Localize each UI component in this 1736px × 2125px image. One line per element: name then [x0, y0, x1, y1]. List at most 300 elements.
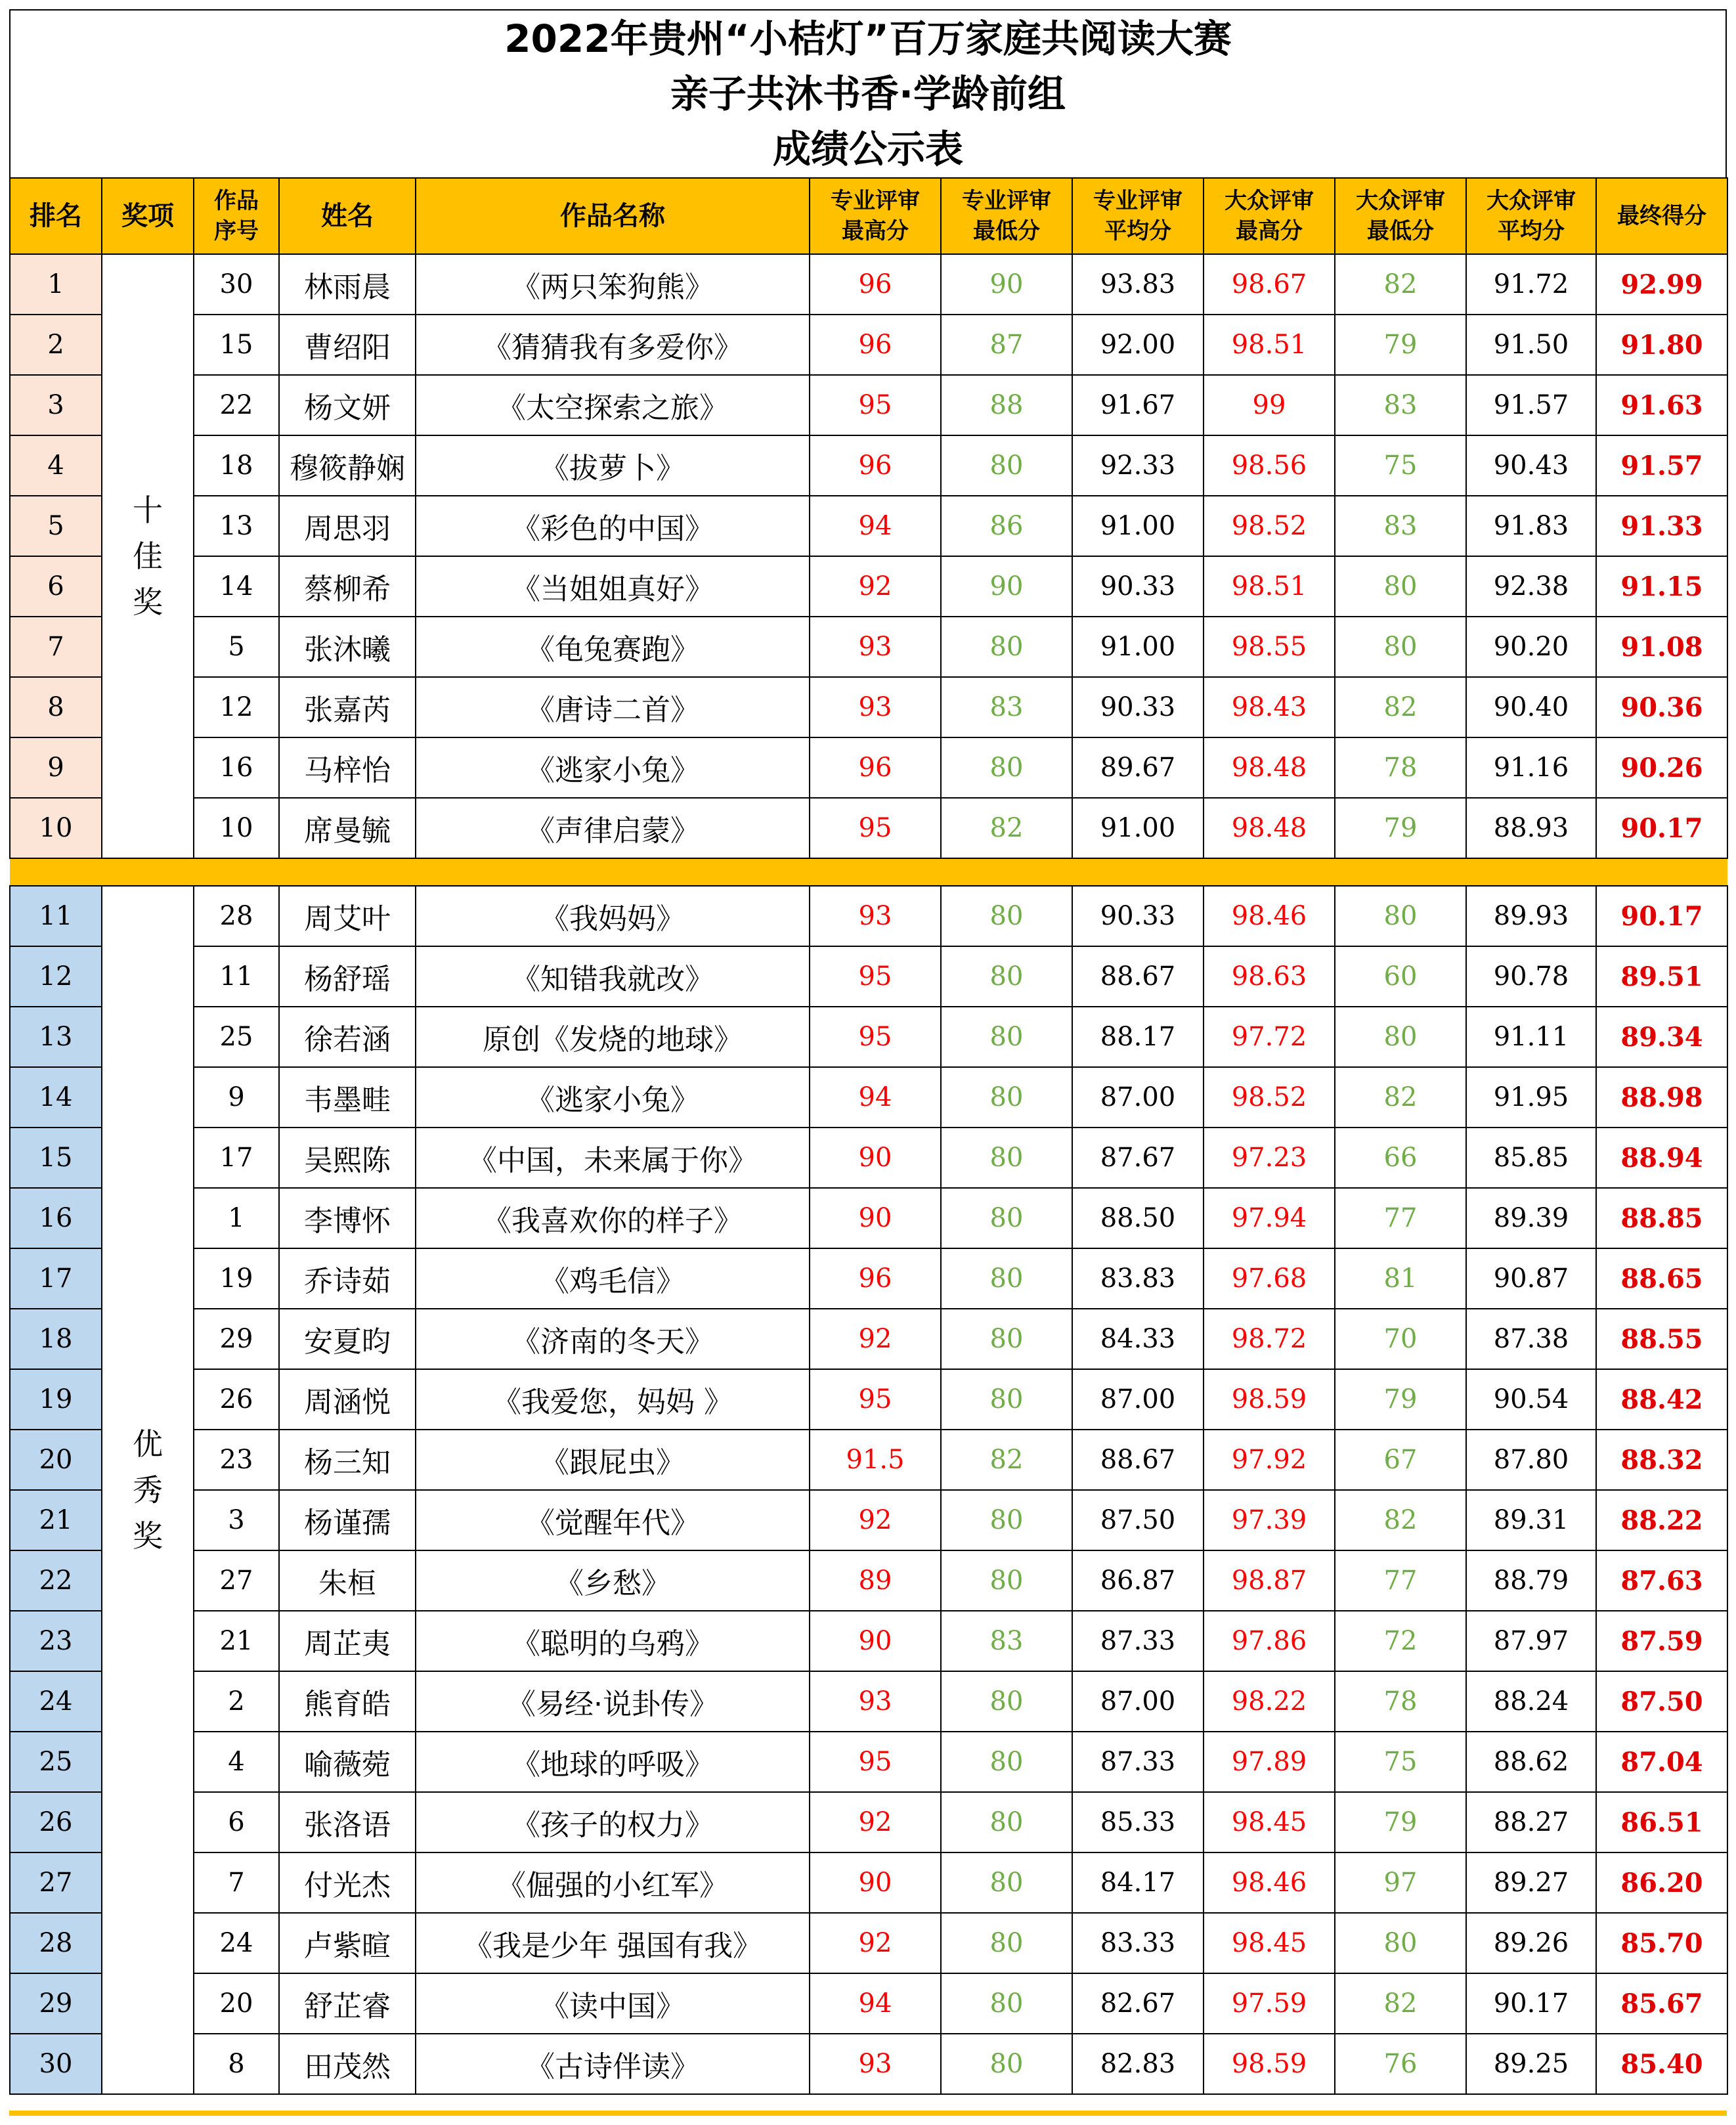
name-cell: 林雨晨	[279, 254, 416, 315]
table-row	[10, 315, 1727, 375]
pro-avg-cell: 91.00	[1072, 798, 1204, 858]
pub-min-cell: 77	[1335, 1550, 1466, 1611]
pub-min-cell: 79	[1335, 1369, 1466, 1430]
rank-cell: 10	[10, 798, 102, 858]
rank-cell: 16	[10, 1188, 102, 1248]
pro-max-cell: 95	[810, 375, 941, 435]
rank-cell: 14	[10, 1067, 102, 1128]
name-cell: 蔡柳希	[279, 556, 416, 617]
pub-min-cell: 80	[1335, 617, 1466, 677]
pub-min-cell: 66	[1335, 1128, 1466, 1188]
pub-min-cell: 80	[1335, 556, 1466, 617]
pro-avg-cell: 84.17	[1072, 1852, 1204, 1913]
rank-cell: 2	[10, 315, 102, 375]
pro-max-cell: 95	[810, 1369, 941, 1430]
pub-min-cell: 78	[1335, 737, 1466, 798]
final-score-cell: 90.17	[1596, 886, 1727, 946]
name-cell: 安夏昀	[279, 1309, 416, 1369]
pub-min-cell: 97	[1335, 1852, 1466, 1913]
score-sheet	[9, 9, 1727, 2116]
rank-cell: 24	[10, 1671, 102, 1732]
rank-cell: 26	[10, 1792, 102, 1852]
pro-min-cell: 80	[941, 1007, 1072, 1067]
name-cell: 周涵悦	[279, 1369, 416, 1430]
pub-max-cell: 98.43	[1204, 677, 1335, 737]
pro-max-cell: 94	[810, 1067, 941, 1128]
pub-min-cell: 76	[1335, 2034, 1466, 2094]
pub-avg-cell: 87.80	[1466, 1430, 1596, 1490]
entry-no-cell: 3	[194, 1490, 279, 1550]
work-title-cell: 《孩子的权力》	[416, 1792, 810, 1852]
work-title-cell: 《我喜欢你的样子》	[416, 1188, 810, 1248]
pro-min-cell: 83	[941, 1611, 1072, 1671]
pro-max-cell: 90	[810, 1188, 941, 1248]
pro-avg-cell: 87.50	[1072, 1490, 1204, 1550]
final-score-cell: 89.51	[1596, 946, 1727, 1007]
final-score-cell: 85.67	[1596, 1973, 1727, 2034]
final-score-cell: 90.36	[1596, 677, 1727, 737]
work-title-cell: 《易经·说卦传》	[416, 1671, 810, 1732]
work-title-cell: 《拔萝卜》	[416, 435, 810, 496]
pro-max-cell: 90	[810, 1611, 941, 1671]
header-pub-min: 大众评审 最低分	[1335, 178, 1466, 254]
pub-max-cell: 97.23	[1204, 1128, 1335, 1188]
header-work: 作品名称	[416, 178, 810, 254]
pub-max-cell: 97.59	[1204, 1973, 1335, 2034]
pub-avg-cell: 91.16	[1466, 737, 1596, 798]
work-title-cell: 《声律启蒙》	[416, 798, 810, 858]
pub-max-cell: 97.86	[1204, 1611, 1335, 1671]
pub-avg-cell: 90.78	[1466, 946, 1596, 1007]
final-score-cell: 85.40	[1596, 2034, 1727, 2094]
name-cell: 张洛语	[279, 1792, 416, 1852]
pro-min-cell: 80	[941, 435, 1072, 496]
pro-avg-cell: 82.67	[1072, 1973, 1204, 2034]
name-cell: 杨舒瑶	[279, 946, 416, 1007]
pro-avg-cell: 86.87	[1072, 1550, 1204, 1611]
entry-no-cell: 7	[194, 1852, 279, 1913]
table-row	[10, 254, 1727, 315]
rank-cell: 11	[10, 886, 102, 946]
entry-no-cell: 4	[194, 1732, 279, 1792]
award-char: 奖	[133, 584, 163, 620]
name-cell: 徐若涵	[279, 1007, 416, 1067]
pro-min-cell: 82	[941, 1430, 1072, 1490]
rank-cell: 20	[10, 1430, 102, 1490]
pro-min-cell: 80	[941, 1067, 1072, 1128]
rank-cell: 18	[10, 1309, 102, 1369]
pub-max-cell: 99	[1204, 375, 1335, 435]
entry-no-cell: 10	[194, 798, 279, 858]
final-score-cell: 91.63	[1596, 375, 1727, 435]
title-block	[9, 9, 1727, 177]
rank-cell: 22	[10, 1550, 102, 1611]
pub-avg-cell: 91.57	[1466, 375, 1596, 435]
name-cell: 喻薇菀	[279, 1732, 416, 1792]
pro-max-cell: 96	[810, 315, 941, 375]
pro-avg-cell: 87.00	[1072, 1369, 1204, 1430]
pub-min-cell: 67	[1335, 1430, 1466, 1490]
pro-min-cell: 80	[941, 1792, 1072, 1852]
pub-max-cell: 97.92	[1204, 1430, 1335, 1490]
header-award: 奖项	[102, 178, 194, 254]
title-line-3: 成绩公示表	[772, 127, 963, 171]
pro-max-cell: 92	[810, 1309, 941, 1369]
table-row	[10, 375, 1727, 435]
pro-max-cell: 95	[810, 798, 941, 858]
pub-max-cell: 97.72	[1204, 1007, 1335, 1067]
pub-avg-cell: 88.79	[1466, 1550, 1596, 1611]
pro-min-cell: 80	[941, 1732, 1072, 1792]
pro-min-cell: 80	[941, 1852, 1072, 1913]
pub-max-cell: 98.45	[1204, 1792, 1335, 1852]
pro-min-cell: 86	[941, 496, 1072, 556]
pub-avg-cell: 87.97	[1466, 1611, 1596, 1671]
entry-no-cell: 17	[194, 1128, 279, 1188]
final-score-cell: 87.63	[1596, 1550, 1727, 1611]
entry-no-cell: 2	[194, 1671, 279, 1732]
pro-avg-cell: 93.83	[1072, 254, 1204, 315]
pub-max-cell: 98.22	[1204, 1671, 1335, 1732]
pub-min-cell: 83	[1335, 375, 1466, 435]
pub-avg-cell: 89.25	[1466, 2034, 1596, 2094]
title-line-1: 2022年贵州“小桔灯”百万家庭共阅读大赛	[504, 16, 1232, 61]
pub-max-cell: 98.55	[1204, 617, 1335, 677]
header-final: 最终得分	[1596, 178, 1727, 254]
table-row	[10, 556, 1727, 617]
pub-max-cell: 98.46	[1204, 886, 1335, 946]
entry-no-cell: 19	[194, 1248, 279, 1309]
final-score-cell: 89.34	[1596, 1007, 1727, 1067]
pub-min-cell: 70	[1335, 1309, 1466, 1369]
rank-cell: 28	[10, 1913, 102, 1973]
pub-min-cell: 75	[1335, 1732, 1466, 1792]
pub-max-cell: 98.46	[1204, 1852, 1335, 1913]
pub-avg-cell: 85.85	[1466, 1128, 1596, 1188]
pro-avg-cell: 83.33	[1072, 1913, 1204, 1973]
name-cell: 杨谨孺	[279, 1490, 416, 1550]
pub-avg-cell: 91.11	[1466, 1007, 1596, 1067]
pro-min-cell: 80	[941, 1128, 1072, 1188]
pro-avg-cell: 90.33	[1072, 556, 1204, 617]
rank-cell: 4	[10, 435, 102, 496]
pub-min-cell: 82	[1335, 1490, 1466, 1550]
table-row	[10, 1671, 1727, 1732]
pro-min-cell: 80	[941, 946, 1072, 1007]
pro-avg-cell: 89.67	[1072, 737, 1204, 798]
pro-min-cell: 87	[941, 315, 1072, 375]
name-cell: 杨三知	[279, 1430, 416, 1490]
header-pub-max: 大众评审 最高分	[1204, 178, 1335, 254]
pub-min-cell: 79	[1335, 1792, 1466, 1852]
pub-max-cell: 97.94	[1204, 1188, 1335, 1248]
final-score-cell: 88.98	[1596, 1067, 1727, 1128]
pub-min-cell: 79	[1335, 798, 1466, 858]
pub-max-cell: 98.48	[1204, 737, 1335, 798]
name-cell: 杨文妍	[279, 375, 416, 435]
rank-cell: 7	[10, 617, 102, 677]
pub-max-cell: 98.52	[1204, 1067, 1335, 1128]
final-score-cell: 87.50	[1596, 1671, 1727, 1732]
name-cell: 穆筱静娴	[279, 435, 416, 496]
work-title-cell: 《乡愁》	[416, 1550, 810, 1611]
pro-min-cell: 82	[941, 798, 1072, 858]
table-row	[10, 617, 1727, 677]
pub-min-cell: 82	[1335, 254, 1466, 315]
pub-max-cell: 98.59	[1204, 1369, 1335, 1430]
pub-avg-cell: 88.24	[1466, 1671, 1596, 1732]
final-score-cell: 92.99	[1596, 254, 1727, 315]
pro-min-cell: 90	[941, 254, 1072, 315]
work-title-cell: 《我是少年 强国有我》	[416, 1913, 810, 1973]
work-title-cell: 《逃家小兔》	[416, 1067, 810, 1128]
pro-avg-cell: 88.67	[1072, 1430, 1204, 1490]
pub-avg-cell: 88.93	[1466, 798, 1596, 858]
table-row	[10, 496, 1727, 556]
rank-cell: 9	[10, 737, 102, 798]
name-cell: 熊育皓	[279, 1671, 416, 1732]
work-title-cell: 原创《发烧的地球》	[416, 1007, 810, 1067]
pub-avg-cell: 88.62	[1466, 1732, 1596, 1792]
pub-max-cell: 98.52	[1204, 496, 1335, 556]
final-score-cell: 88.22	[1596, 1490, 1727, 1550]
pro-min-cell: 80	[941, 2034, 1072, 2094]
rank-cell: 3	[10, 375, 102, 435]
entry-no-cell: 13	[194, 496, 279, 556]
pub-min-cell: 81	[1335, 1248, 1466, 1309]
entry-no-cell: 25	[194, 1007, 279, 1067]
name-cell: 韦墨畦	[279, 1067, 416, 1128]
table-row	[10, 435, 1727, 496]
name-cell: 席曼毓	[279, 798, 416, 858]
entry-no-cell: 22	[194, 375, 279, 435]
work-title-cell: 《当姐姐真好》	[416, 556, 810, 617]
final-score-cell: 88.42	[1596, 1369, 1727, 1430]
header-pro-max: 专业评审 最高分	[810, 178, 941, 254]
pub-avg-cell: 91.72	[1466, 254, 1596, 315]
pub-avg-cell: 89.31	[1466, 1490, 1596, 1550]
final-score-cell: 91.33	[1596, 496, 1727, 556]
work-title-cell: 《聪明的乌鸦》	[416, 1611, 810, 1671]
pub-avg-cell: 88.27	[1466, 1792, 1596, 1852]
work-title-cell: 《逃家小兔》	[416, 737, 810, 798]
pro-max-cell: 93	[810, 677, 941, 737]
rank-cell: 8	[10, 677, 102, 737]
pub-max-cell: 98.59	[1204, 2034, 1335, 2094]
table-row	[10, 1128, 1727, 1188]
entry-no-cell: 8	[194, 2034, 279, 2094]
pub-max-cell: 98.51	[1204, 556, 1335, 617]
pub-avg-cell: 89.26	[1466, 1913, 1596, 1973]
pro-avg-cell: 92.33	[1072, 435, 1204, 496]
pro-avg-cell: 90.33	[1072, 677, 1204, 737]
work-title-cell: 《读中国》	[416, 1973, 810, 2034]
final-score-cell: 87.59	[1596, 1611, 1727, 1671]
title-line-2: 亲子共沐书香·学龄前组	[670, 72, 1066, 116]
pro-avg-cell: 85.33	[1072, 1792, 1204, 1852]
entry-no-cell: 29	[194, 1309, 279, 1369]
pro-avg-cell: 84.33	[1072, 1309, 1204, 1369]
pro-max-cell: 95	[810, 946, 941, 1007]
results-table	[9, 177, 1728, 2095]
rank-cell: 25	[10, 1732, 102, 1792]
header-pro-min: 专业评审 最低分	[941, 178, 1072, 254]
table-row	[10, 737, 1727, 798]
section-separator	[10, 858, 1727, 886]
award-char: 奖	[133, 1518, 163, 1554]
entry-no-cell: 28	[194, 886, 279, 946]
pro-avg-cell: 88.50	[1072, 1188, 1204, 1248]
pub-avg-cell: 90.54	[1466, 1369, 1596, 1430]
work-title-cell: 《倔强的小红军》	[416, 1852, 810, 1913]
rank-cell: 5	[10, 496, 102, 556]
separator-row	[10, 858, 1727, 886]
entry-no-cell: 1	[194, 1188, 279, 1248]
separator-bar	[10, 858, 1727, 886]
pub-max-cell: 98.51	[1204, 315, 1335, 375]
entry-no-cell: 26	[194, 1369, 279, 1430]
pro-max-cell: 94	[810, 496, 941, 556]
rank-cell: 21	[10, 1490, 102, 1550]
work-title-cell: 《猜猜我有多爱你》	[416, 315, 810, 375]
pub-max-cell: 98.56	[1204, 435, 1335, 496]
award-cell	[102, 254, 194, 858]
final-score-cell: 86.51	[1596, 1792, 1727, 1852]
work-title-cell: 《我爱您，妈妈 》	[416, 1369, 810, 1430]
pro-max-cell: 93	[810, 886, 941, 946]
pub-avg-cell: 90.87	[1466, 1248, 1596, 1309]
pro-max-cell: 96	[810, 737, 941, 798]
header-rank: 排名	[10, 178, 102, 254]
final-score-cell: 90.26	[1596, 737, 1727, 798]
rank-cell: 1	[10, 254, 102, 315]
rank-cell: 13	[10, 1007, 102, 1067]
pub-min-cell: 79	[1335, 315, 1466, 375]
table-row	[10, 1430, 1727, 1490]
pro-min-cell: 83	[941, 677, 1072, 737]
pub-min-cell: 75	[1335, 435, 1466, 496]
pro-min-cell: 80	[941, 617, 1072, 677]
table-row	[10, 1852, 1727, 1913]
rank-cell: 30	[10, 2034, 102, 2094]
table-row	[10, 1973, 1727, 2034]
entry-no-cell: 5	[194, 617, 279, 677]
table-row	[10, 1792, 1727, 1852]
name-cell: 周芷夷	[279, 1611, 416, 1671]
pro-max-cell: 89	[810, 1550, 941, 1611]
rank-cell: 19	[10, 1369, 102, 1430]
table-row	[10, 1490, 1727, 1550]
table-row	[10, 1550, 1727, 1611]
award-cell	[102, 886, 194, 2094]
final-score-cell: 88.94	[1596, 1128, 1727, 1188]
name-cell: 曹绍阳	[279, 315, 416, 375]
pro-avg-cell: 87.33	[1072, 1732, 1204, 1792]
pub-min-cell: 82	[1335, 1067, 1466, 1128]
table-row	[10, 1611, 1727, 1671]
pro-avg-cell: 91.00	[1072, 617, 1204, 677]
pro-max-cell: 95	[810, 1007, 941, 1067]
pro-avg-cell: 88.17	[1072, 1007, 1204, 1067]
pro-min-cell: 80	[941, 1309, 1072, 1369]
entry-no-cell: 12	[194, 677, 279, 737]
final-score-cell: 90.17	[1596, 798, 1727, 858]
award-char: 十	[133, 493, 163, 528]
pro-max-cell: 96	[810, 435, 941, 496]
rank-cell: 29	[10, 1973, 102, 2034]
work-title-cell: 《知错我就改》	[416, 946, 810, 1007]
rank-cell: 12	[10, 946, 102, 1007]
name-cell: 吴熙陈	[279, 1128, 416, 1188]
pub-max-cell: 97.89	[1204, 1732, 1335, 1792]
pro-max-cell: 96	[810, 1248, 941, 1309]
pro-max-cell: 93	[810, 617, 941, 677]
pro-avg-cell: 88.67	[1072, 946, 1204, 1007]
pub-min-cell: 82	[1335, 1973, 1466, 2034]
top-ten-section	[10, 254, 1727, 858]
pro-min-cell: 80	[941, 1913, 1072, 1973]
pub-min-cell: 80	[1335, 1913, 1466, 1973]
pro-min-cell: 80	[941, 886, 1072, 946]
entry-no-cell: 21	[194, 1611, 279, 1671]
work-title-cell: 《唐诗二首》	[416, 677, 810, 737]
table-row	[10, 946, 1727, 1007]
pub-max-cell: 98.48	[1204, 798, 1335, 858]
table-row	[10, 1007, 1727, 1067]
pro-min-cell: 88	[941, 375, 1072, 435]
pub-max-cell: 98.87	[1204, 1550, 1335, 1611]
pub-avg-cell: 90.43	[1466, 435, 1596, 496]
final-score-cell: 88.85	[1596, 1188, 1727, 1248]
pro-max-cell: 94	[810, 1973, 941, 2034]
name-cell: 周艾叶	[279, 886, 416, 946]
name-cell: 周思羽	[279, 496, 416, 556]
work-title-cell: 《地球的呼吸》	[416, 1732, 810, 1792]
pub-max-cell: 98.45	[1204, 1913, 1335, 1973]
pub-min-cell: 78	[1335, 1671, 1466, 1732]
pro-max-cell: 90	[810, 1128, 941, 1188]
header-row	[10, 178, 1727, 254]
rank-cell: 27	[10, 1852, 102, 1913]
pro-min-cell: 80	[941, 1188, 1072, 1248]
pro-max-cell: 95	[810, 1732, 941, 1792]
header-name: 姓名	[279, 178, 416, 254]
pro-avg-cell: 90.33	[1072, 886, 1204, 946]
table-row	[10, 1369, 1727, 1430]
pro-max-cell: 96	[810, 254, 941, 315]
work-title-cell: 《两只笨狗熊》	[416, 254, 810, 315]
table-row	[10, 886, 1727, 946]
pub-avg-cell: 92.38	[1466, 556, 1596, 617]
work-title-cell: 《鸡毛信》	[416, 1248, 810, 1309]
pub-avg-cell: 91.83	[1466, 496, 1596, 556]
entry-no-cell: 23	[194, 1430, 279, 1490]
pub-avg-cell: 90.20	[1466, 617, 1596, 677]
pub-avg-cell: 91.95	[1466, 1067, 1596, 1128]
pro-avg-cell: 91.00	[1072, 496, 1204, 556]
rank-cell: 23	[10, 1611, 102, 1671]
pub-avg-cell: 87.38	[1466, 1309, 1596, 1369]
final-score-cell: 87.04	[1596, 1732, 1727, 1792]
pro-min-cell: 80	[941, 1550, 1072, 1611]
name-cell: 舒芷睿	[279, 1973, 416, 2034]
pub-min-cell: 83	[1335, 496, 1466, 556]
entry-no-cell: 20	[194, 1973, 279, 2034]
pro-avg-cell: 87.33	[1072, 1611, 1204, 1671]
table-row	[10, 1067, 1727, 1128]
work-title-cell: 《济南的冬天》	[416, 1309, 810, 1369]
pro-avg-cell: 87.00	[1072, 1067, 1204, 1128]
